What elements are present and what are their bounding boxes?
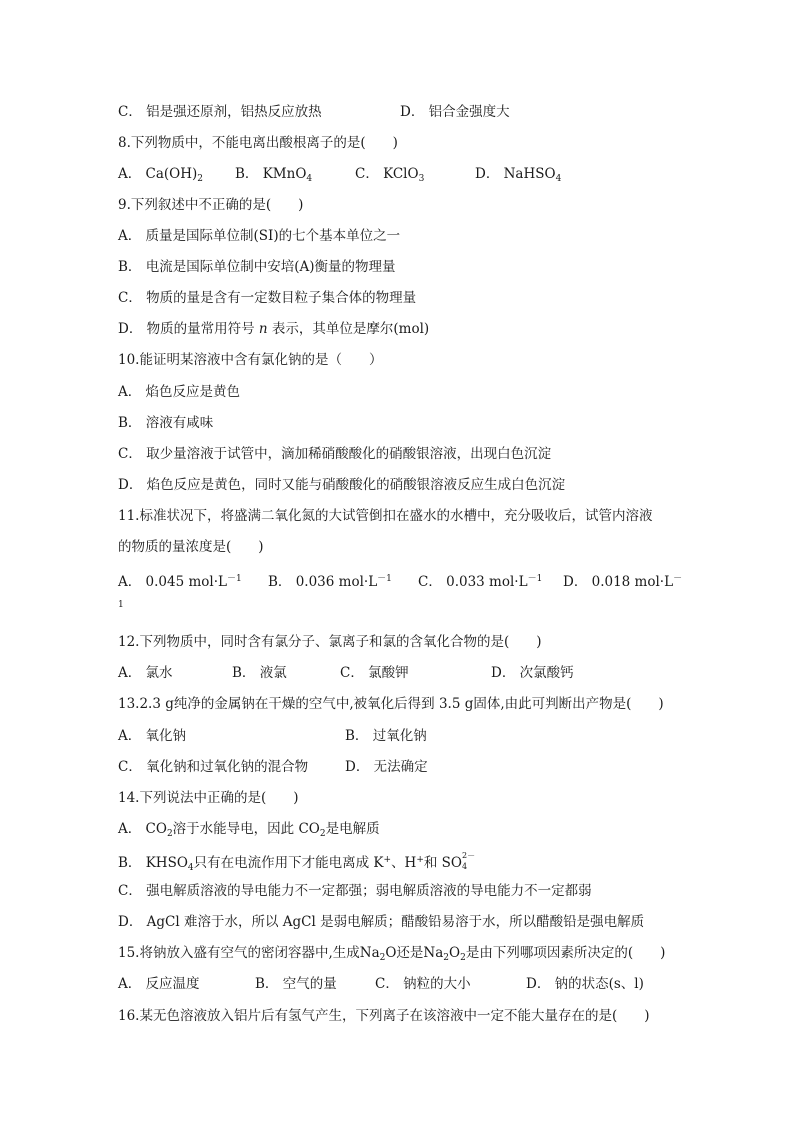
q14-option-d: D． AgCl 难溶于水，所以 AgCl 是弱电解质；醋酸铅易溶于水，所以醋酸铅是强电解质 bbox=[118, 914, 645, 930]
q9-stem: 9.下列叙述中不正确的是( ) bbox=[118, 197, 304, 213]
q14-option-c: C． 强电解质溶液的导电能力不一定都强；弱电解质溶液的导电能力不一定都弱 bbox=[118, 883, 592, 899]
q7-options bbox=[118, 103, 678, 121]
q7-option-d: D． 铝合金强度大 bbox=[400, 104, 510, 120]
q11-option-d: D． 0.018 mol·L－ bbox=[563, 574, 683, 590]
q12-option-b: B． 液氯 bbox=[232, 665, 287, 681]
q8-option-b: B． KMnO$_4$ bbox=[235, 166, 313, 184]
q8-options bbox=[118, 165, 678, 183]
q13-options-cd bbox=[118, 758, 678, 776]
q8-option-a: A． $Ca(OH)_2$ bbox=[118, 166, 204, 184]
q15-option-b: B． 空气的量 bbox=[255, 976, 337, 992]
q12-option-d: D． 次氯酸钙 bbox=[491, 665, 574, 681]
q11-option-d-wrap: 1 bbox=[118, 600, 124, 610]
q14-option-b: B． $KHSO_4$只有在电流作用下才能电离成 K+、H+和 SO 2－ 4 bbox=[118, 851, 476, 873]
q7-option-c: C． 铝是强还原剂，铝热反应放热 bbox=[118, 104, 322, 120]
q13-option-a: A． 氧化钠 bbox=[118, 728, 187, 744]
q12-stem: 12.下列物质中，同时含有氯分子、氯离子和氯的含氧化合物的是( ) bbox=[118, 634, 542, 650]
q11-option-a: A． 0.045 $mol\cdot L^{-1}$ bbox=[118, 574, 242, 590]
q11-option-b: B． 0.036 $mol\cdot L^{-1}$ bbox=[268, 574, 392, 590]
q15-option-c: C． 钠粒的大小 bbox=[375, 976, 471, 992]
q12-options bbox=[118, 664, 678, 682]
q9-option-a: A． 质量是国际单位制(SI)的七个基本单位之一 bbox=[118, 228, 401, 244]
q10-stem: 10.能证明某溶液中含有氯化钠的是（ ） bbox=[118, 352, 383, 368]
q13-stem: 13.2.3 g纯净的金属钠在干燥的空气中,被氧化后得到 3.5 g固体,由此可判断出产物是( ) bbox=[118, 696, 664, 712]
q10-option-d: D． 焰色反应是黄色，同时又能与硝酸酸化的硝酸银溶液反应生成白色沉淀 bbox=[118, 477, 566, 493]
q15-option-d: D． 钠的状态(s、l) bbox=[526, 976, 644, 992]
q10-option-c: C． 取少量溶液于试管中，滴加稀硝酸酸化的硝酸银溶液，出现白色沉淀 bbox=[118, 446, 552, 462]
q13-options-ab bbox=[118, 727, 678, 745]
q11-option-c: C． 0.033 $mol\cdot L^{-1}$ bbox=[418, 574, 543, 590]
q16-stem: 16.某无色溶液放入铝片后有氢气产生，下列离子在该溶液中一定不能大量存在的是( ) bbox=[118, 1008, 650, 1024]
q9-option-c: C． 物质的量是含有一定数目粒子集合体的物理量 bbox=[118, 290, 417, 306]
q13-option-d: D． 无法确定 bbox=[345, 759, 428, 775]
q15-option-a: A． 反应温度 bbox=[118, 976, 200, 992]
q9-option-d: D． 物质的量常用符号 n 表示，其单位是摩尔(mol) bbox=[118, 321, 430, 337]
q11-options bbox=[118, 570, 683, 590]
q13-option-b: B． 过氧化钠 bbox=[345, 728, 427, 744]
q14-stem: 14.下列说法中正确的是( ) bbox=[118, 790, 299, 806]
q10-option-a: A． 焰色反应是黄色 bbox=[118, 384, 241, 400]
q13-option-c: C． 氧化钠和过氧化钠的混合物 bbox=[118, 759, 309, 775]
q14-option-a: A． $CO_2$溶于水能导电，因此 $CO_2$是电解质 bbox=[118, 821, 380, 839]
q15-stem: 15.将钠放入盛有空气的密闭容器中,生成$Na_2O$还是$Na_2O_2$是由下列哪项因素所决定的( ) bbox=[118, 945, 666, 963]
q10-option-b: B． 溶液有咸味 bbox=[118, 415, 214, 431]
q8-option-c: C． KClO$_3$ bbox=[355, 166, 425, 184]
q11-stem-line1: 11.标准状况下，将盛满二氧化氮的大试管倒扣在盛水的水槽中，充分吸收后，试管内溶液 bbox=[118, 508, 653, 524]
q9-option-b: B． 电流是国际单位制中安培(A)衡量的物理量 bbox=[118, 259, 396, 275]
q8-stem: 8.下列物质中，不能电离出酸根离子的是( ) bbox=[118, 135, 398, 151]
q12-option-a: A． 氯水 bbox=[118, 665, 173, 681]
q12-option-c: C． 氯酸钾 bbox=[340, 665, 409, 681]
q15-options bbox=[118, 975, 678, 993]
q11-stem-line2: 的物质的量浓度是( ) bbox=[118, 539, 264, 555]
q8-option-d: D． NaHSO$_4$ bbox=[475, 166, 562, 184]
